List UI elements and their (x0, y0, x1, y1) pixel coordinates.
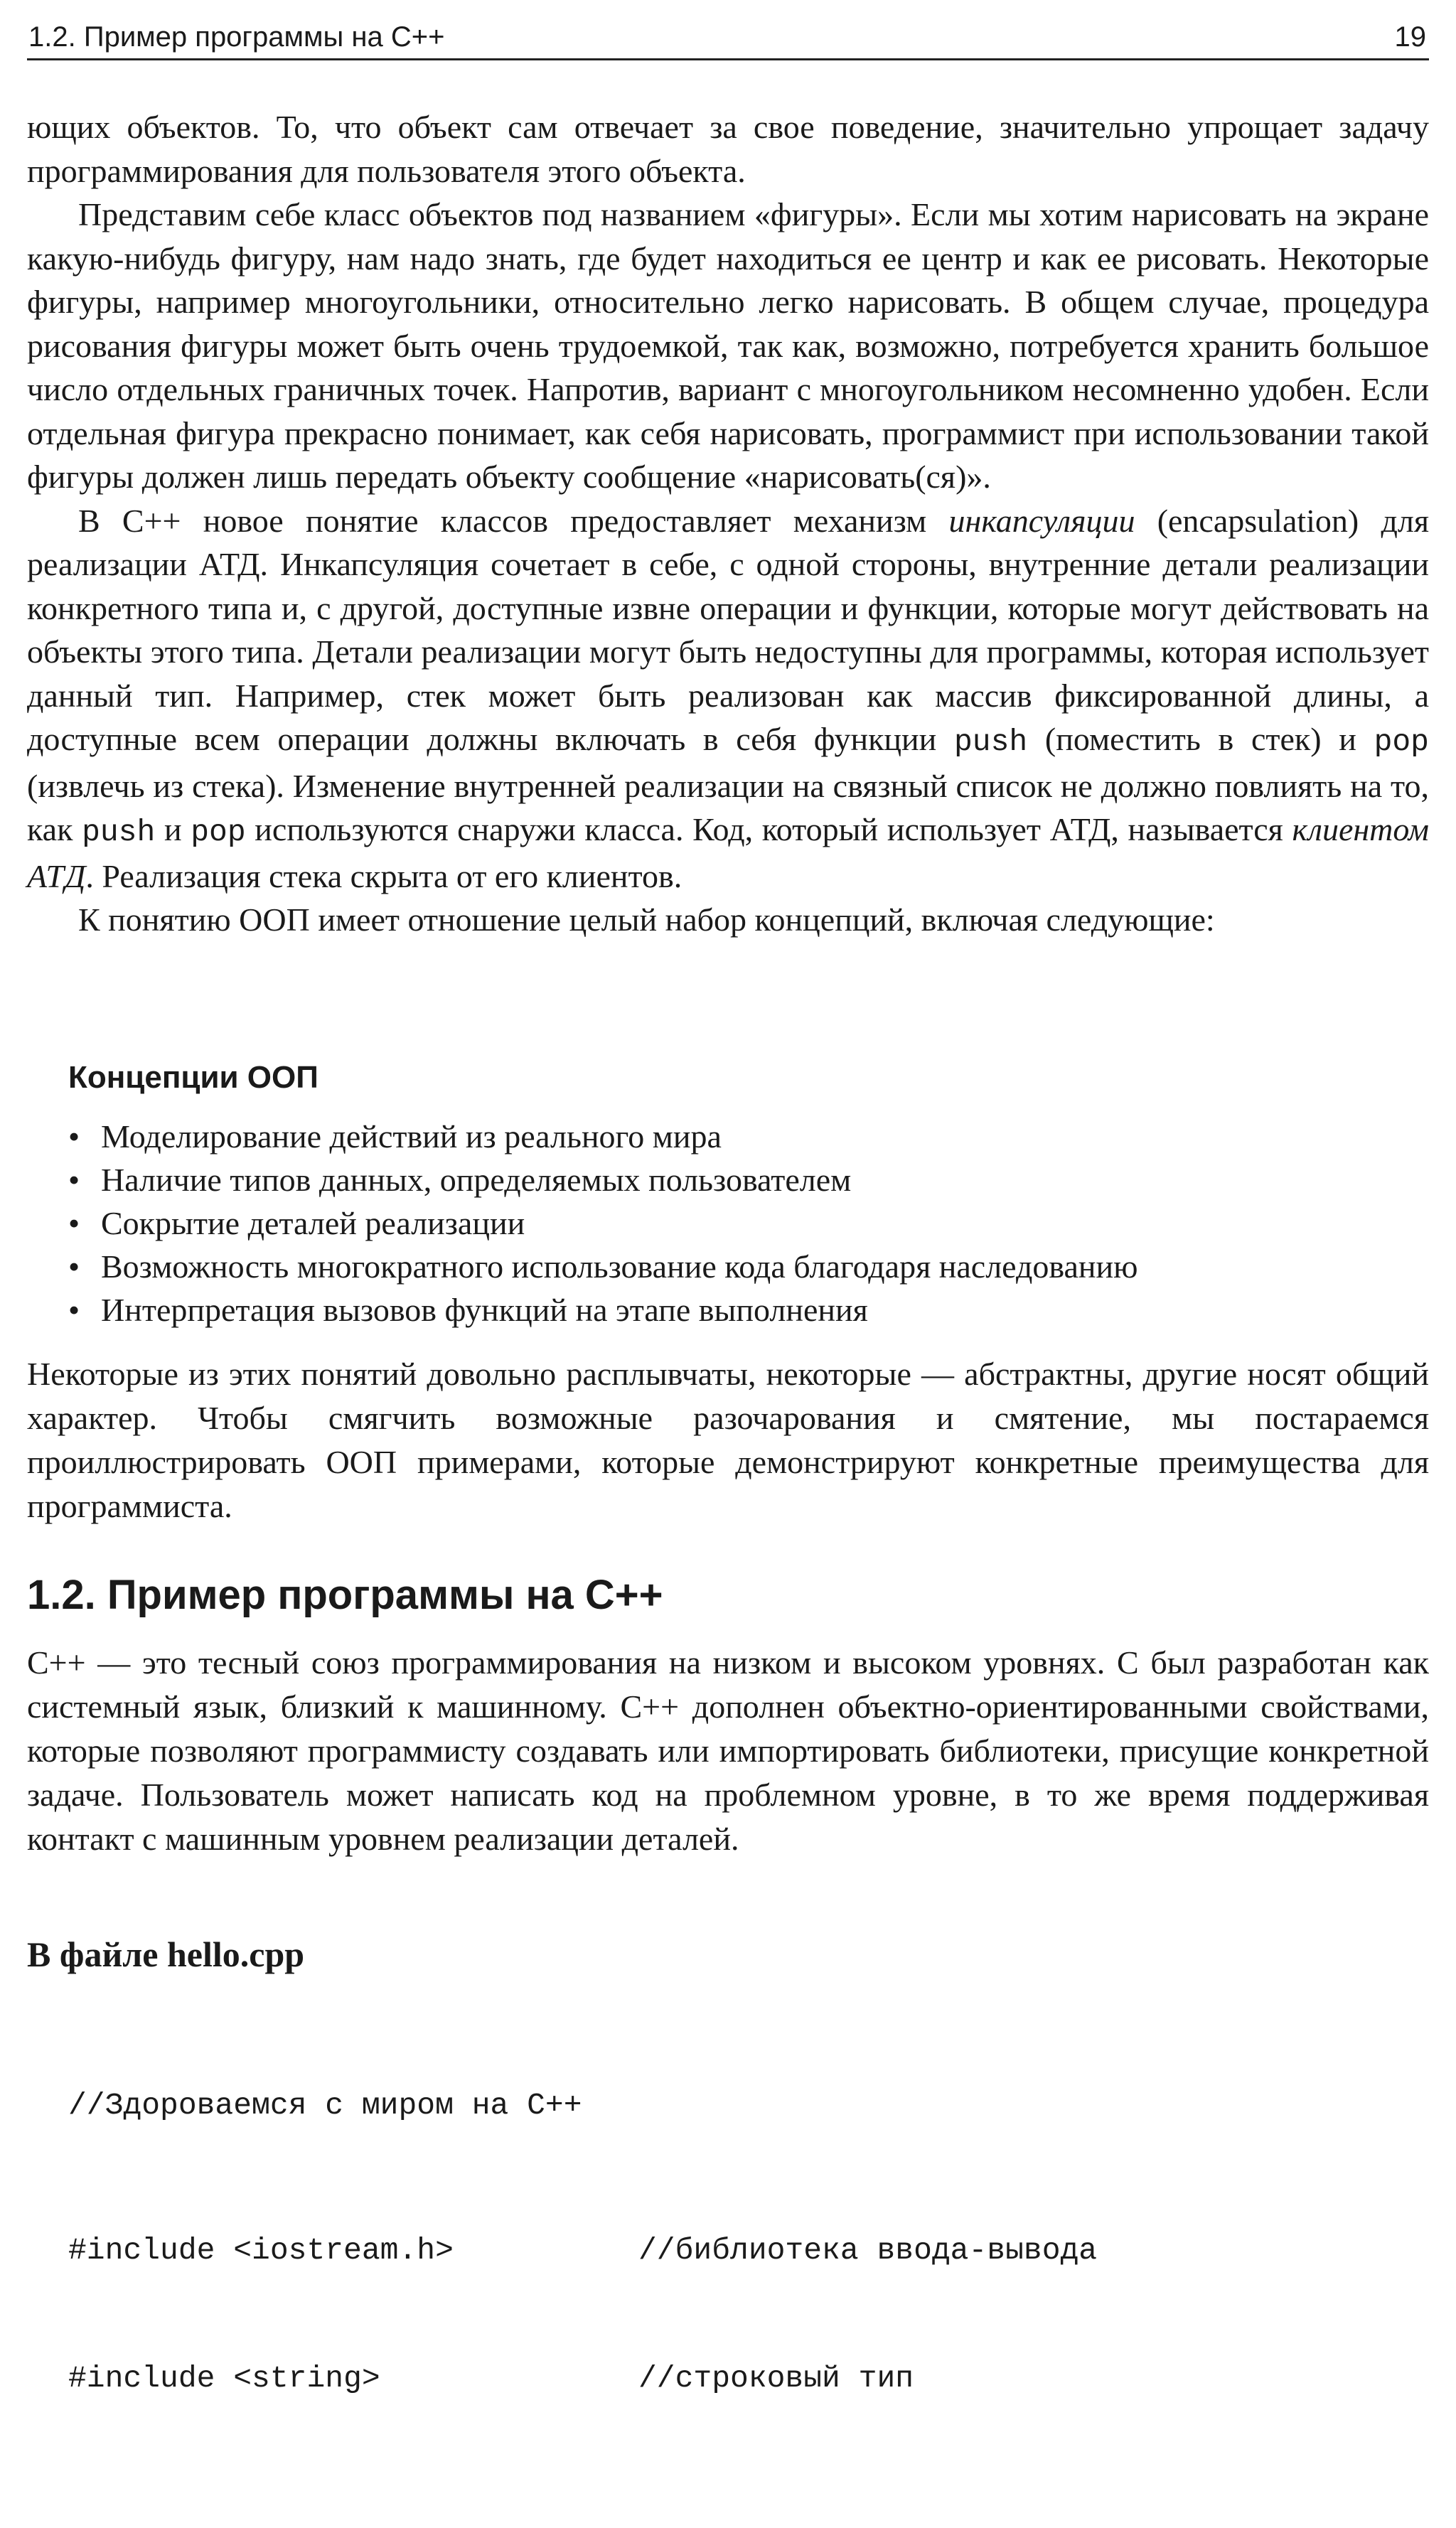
section-body (27, 1641, 1429, 1861)
code-pop: pop (191, 815, 246, 850)
paragraph-continuation: ющих объектов. То, что объект сам отвечает за свое поведение, значительно упрощает задачу программирования для пользователя этого объекта. (27, 109, 1429, 189)
bullet-icon: • (68, 1292, 80, 1328)
list-item (68, 1201, 1138, 1245)
bullet-icon: • (68, 1162, 80, 1198)
paragraph-shapes: Представим себе класс объектов под названием «фигуры». Если мы хотим нарисовать на экране какую-нибудь фигуру, нам надо знать, где будет находиться ее центр и как ее рисовать. Некоторые фигуры, например многоугольники, относительно легко нарисовать. В общем случае, процедура рисования фигуры может быть очень трудоемкой, так как, возможно, потребуется хранить большое число отдельных граничных точек. Напротив, вариант с многоугольником несомненно удобен. Если отдельная фигура прекрасно понимает, как себя нарисовать, программист при использовании такой фигуры должен лишь передать объекту сообщение «нарисовать(ся)». (27, 196, 1429, 495)
list-item-text: Сокрытие деталей реализации (101, 1205, 525, 1241)
concepts-heading: Концепции ООП (68, 1060, 318, 1095)
code-pop: pop (1374, 724, 1429, 759)
code-comment: //строковый тип (638, 2361, 914, 2396)
text-run: (encapsulation) для реализации АТД. Инкапсуляция сочетает в себе, с одной стороны, внутренние детали реализации конкретного типа и, с другой, доступные извне операции и функции, которые могут действовать на объекты этого типа. Детали реализации могут быть недоступны для программы, которая использует данный тип. Например, стек может быть реализован как массив фиксированной длины, а доступные всем операции должны включать в себя функции (27, 502, 1429, 757)
code-listing (68, 1999, 1098, 2485)
paragraph-encapsulation (27, 499, 1429, 899)
section-heading: 1.2. Пример программы на C++ (27, 1572, 663, 1618)
file-heading: В файле hello.cpp (27, 1934, 305, 1974)
code-text: #include <string> (68, 2361, 380, 2396)
bullet-icon: • (68, 1118, 80, 1155)
code-comment: //библиотека ввода-вывода (638, 2233, 1098, 2268)
text-run: и (155, 811, 191, 847)
paragraph-text: Некоторые из этих понятий довольно расплывчаты, некоторые — абстрактны, другие носят общий характер. Чтобы смягчить возможные разочарования и смятение, мы постараемся проиллюстрировать ООП примерами, которые демонстрируют конкретные преимущества для программиста. (27, 1356, 1429, 1524)
list-item-text: Интерпретация вызовов функций на этапе выполнения (101, 1292, 868, 1328)
list-item (68, 1158, 1138, 1201)
text-run: . Реализация стека скрыта от его клиентов. (85, 857, 682, 894)
running-header (27, 16, 1429, 60)
concepts-list (68, 1115, 1138, 1332)
list-item (68, 1115, 1138, 1158)
list-item (68, 1245, 1138, 1288)
text-run: (извлечь из стека). Изменение внутренней реализации на связный список не должно повлиять на то, как (27, 767, 1429, 847)
paragraph-after-list (27, 1352, 1429, 1528)
list-item (68, 1288, 1138, 1332)
text-run: используются снаружи класса. Код, который использует АТД, называется (245, 811, 1292, 847)
code-comment: //Здороваемся с миром на C++ (68, 2088, 582, 2123)
term-adt-client: клиентом АТД (27, 811, 1430, 894)
body-text (27, 105, 1429, 942)
code-line (68, 2084, 582, 2127)
paragraph-text: C++ — это тесный союз программирования на низком и высоком уровнях. C был разработан как системный язык, близкий к машинному. C++ дополнен объектно-ориентированными свойствами, которые позволяют программисту создавать или импортировать библиотеки, присущие конкретной задаче. Пользователь может написать код на проблемном уровне, в то же время поддерживая контакт с машинным уровнем реализации деталей. (27, 1644, 1429, 1857)
code-text: #include <iostream.h> (68, 2233, 454, 2268)
list-item-text: Возможность многократного использование кода благодаря наследованию (101, 1248, 1138, 1285)
term-encapsulation: инкапсуляции (948, 502, 1135, 539)
running-header-title: 1.2. Пример программы на C++ (28, 21, 445, 53)
text-run: В C++ новое понятие классов предоставляет механизм (78, 502, 949, 539)
list-item-text: Наличие типов данных, определяемых пользователем (101, 1162, 852, 1198)
code-line (68, 2229, 1098, 2272)
page-number: 19 (1394, 21, 1426, 53)
code-line (68, 2357, 914, 2400)
book-page (27, 0, 1430, 2396)
text-run: (поместить в стек) и (1027, 721, 1374, 757)
code-push: push (953, 724, 1028, 759)
bullet-icon: • (68, 1205, 80, 1241)
bullet-icon: • (68, 1248, 80, 1285)
code-push: push (82, 815, 156, 850)
list-item-text: Моделирование действий из реального мира (101, 1118, 722, 1155)
paragraph-oop-intro: К понятию ООП имеет отношение целый набор концепций, включая следующие: (78, 901, 1215, 938)
